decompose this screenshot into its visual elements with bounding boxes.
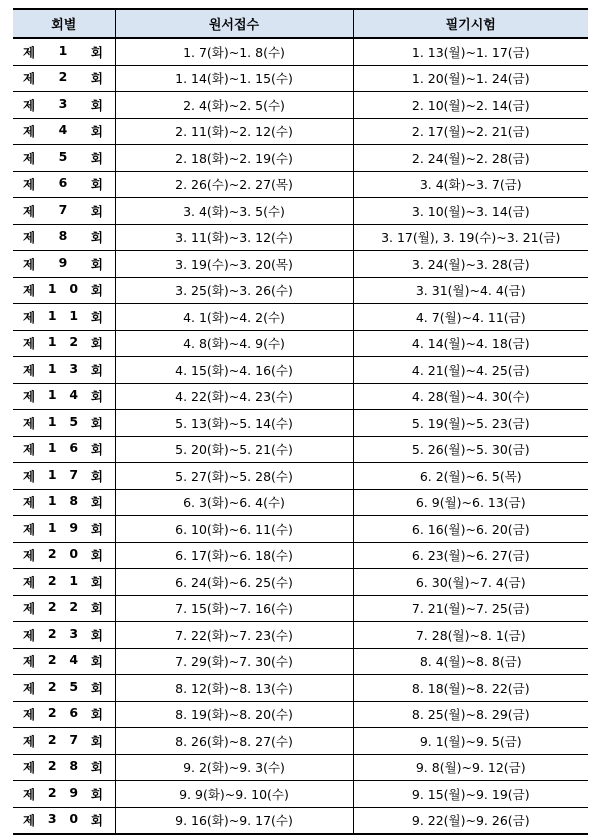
application-period-cell: 4. 8(화)~4. 9(수) <box>115 330 353 357</box>
round-cell <box>13 781 115 808</box>
round-cell <box>13 622 115 649</box>
table-row <box>13 595 588 622</box>
exam-period-cell: 3. 24(월)~3. 28(금) <box>353 251 588 278</box>
round-label: 제 8 회 <box>23 228 103 246</box>
round-cell <box>13 92 115 119</box>
table-row <box>13 622 588 649</box>
exam-period-cell: 3. 4(화)~3. 7(금) <box>353 171 588 198</box>
exam-period-cell: 4. 28(월)~4. 30(수) <box>353 383 588 410</box>
application-period-cell: 3. 25(화)~3. 26(수) <box>115 277 353 304</box>
exam-schedule-table <box>13 8 588 835</box>
table-row <box>13 304 588 331</box>
round-cell <box>13 198 115 225</box>
exam-period-cell: 9. 15(월)~9. 19(금) <box>353 781 588 808</box>
round-cell <box>13 304 115 331</box>
table-row <box>13 489 588 516</box>
round-label: 제 1 1 회 <box>23 307 103 325</box>
application-period-cell: 6. 10(화)~6. 11(수) <box>115 516 353 543</box>
table-row <box>13 410 588 437</box>
exam-period-cell: 6. 23(월)~6. 27(금) <box>353 542 588 569</box>
application-period-cell: 4. 22(화)~4. 23(수) <box>115 383 353 410</box>
application-period-cell: 8. 26(화)~8. 27(수) <box>115 728 353 755</box>
exam-period-cell: 6. 9(월)~6. 13(금) <box>353 489 588 516</box>
application-period-cell: 2. 4(화)~2. 5(수) <box>115 92 353 119</box>
table-row <box>13 251 588 278</box>
exam-period-cell: 8. 4(월)~8. 8(금) <box>353 648 588 675</box>
table-row <box>13 701 588 728</box>
application-period-cell: 3. 11(화)~3. 12(수) <box>115 224 353 251</box>
exam-period-cell: 6. 16(월)~6. 20(금) <box>353 516 588 543</box>
round-cell <box>13 118 115 145</box>
round-label: 제 1 7 회 <box>23 466 103 484</box>
round-label: 제 2 0 회 <box>23 546 103 564</box>
application-period-cell: 5. 27(화)~5. 28(수) <box>115 463 353 490</box>
round-label: 제 1 3 회 <box>23 360 103 378</box>
application-period-cell: 9. 9(화)~9. 10(수) <box>115 781 353 808</box>
table-row <box>13 65 588 92</box>
round-cell <box>13 728 115 755</box>
table-body <box>13 38 588 834</box>
application-period-cell: 4. 15(화)~4. 16(수) <box>115 357 353 384</box>
exam-period-cell: 4. 7(월)~4. 11(금) <box>353 304 588 331</box>
table-row <box>13 463 588 490</box>
round-cell <box>13 65 115 92</box>
round-cell <box>13 171 115 198</box>
exam-period-cell: 3. 10(월)~3. 14(금) <box>353 198 588 225</box>
round-cell <box>13 595 115 622</box>
application-period-cell: 9. 2(화)~9. 3(수) <box>115 754 353 781</box>
table-row <box>13 781 588 808</box>
round-cell <box>13 489 115 516</box>
round-cell <box>13 251 115 278</box>
round-label: 제 4 회 <box>23 122 103 140</box>
round-label: 제 2 8 회 <box>23 758 103 776</box>
table-row <box>13 277 588 304</box>
round-cell <box>13 357 115 384</box>
application-period-cell: 5. 13(화)~5. 14(수) <box>115 410 353 437</box>
exam-period-cell: 3. 17(월), 3. 19(수)~3. 21(금) <box>353 224 588 251</box>
application-period-cell: 8. 19(화)~8. 20(수) <box>115 701 353 728</box>
exam-period-cell: 4. 21(월)~4. 25(금) <box>353 357 588 384</box>
application-period-cell: 4. 1(화)~4. 2(수) <box>115 304 353 331</box>
round-cell <box>13 463 115 490</box>
round-label: 제 7 회 <box>23 201 103 219</box>
application-period-cell: 2. 18(화)~2. 19(수) <box>115 145 353 172</box>
round-label: 제 2 6 회 <box>23 705 103 723</box>
application-period-cell: 6. 3(화)~6. 4(수) <box>115 489 353 516</box>
table-row <box>13 516 588 543</box>
table-row <box>13 198 588 225</box>
exam-period-cell: 5. 26(월)~5. 30(금) <box>353 436 588 463</box>
round-cell <box>13 701 115 728</box>
round-label: 제 1 0 회 <box>23 281 103 299</box>
exam-period-cell: 8. 18(월)~8. 22(금) <box>353 675 588 702</box>
schedule-table-container <box>13 8 588 835</box>
round-label: 제 2 2 회 <box>23 599 103 617</box>
round-cell <box>13 410 115 437</box>
round-cell <box>13 145 115 172</box>
application-period-cell: 7. 22(화)~7. 23(수) <box>115 622 353 649</box>
application-period-cell: 3. 4(화)~3. 5(수) <box>115 198 353 225</box>
round-label: 제 2 3 회 <box>23 625 103 643</box>
round-label: 제 2 7 회 <box>23 731 103 749</box>
table-row <box>13 436 588 463</box>
exam-period-cell: 7. 21(월)~7. 25(금) <box>353 595 588 622</box>
exam-period-cell: 2. 10(월)~2. 14(금) <box>353 92 588 119</box>
table-row <box>13 38 588 65</box>
round-label: 제 2 9 회 <box>23 784 103 802</box>
application-period-cell: 5. 20(화)~5. 21(수) <box>115 436 353 463</box>
table-row <box>13 145 588 172</box>
round-label: 제 1 회 <box>23 42 103 60</box>
round-cell <box>13 383 115 410</box>
round-label: 제 1 4 회 <box>23 387 103 405</box>
header-application: 원서접수 <box>115 9 353 38</box>
round-cell <box>13 277 115 304</box>
round-label: 제 6 회 <box>23 175 103 193</box>
table-row <box>13 383 588 410</box>
table-row <box>13 330 588 357</box>
round-cell <box>13 330 115 357</box>
round-label: 제 1 9 회 <box>23 519 103 537</box>
table-row <box>13 92 588 119</box>
application-period-cell: 2. 26(수)~2. 27(목) <box>115 171 353 198</box>
round-label: 제 2 5 회 <box>23 678 103 696</box>
round-label: 제 9 회 <box>23 254 103 272</box>
application-period-cell: 6. 24(화)~6. 25(수) <box>115 569 353 596</box>
exam-period-cell: 4. 14(월)~4. 18(금) <box>353 330 588 357</box>
round-cell <box>13 516 115 543</box>
table-row <box>13 807 588 834</box>
exam-period-cell: 3. 31(월)~4. 4(금) <box>353 277 588 304</box>
round-cell <box>13 569 115 596</box>
round-label: 제 2 4 회 <box>23 652 103 670</box>
round-label: 제 1 8 회 <box>23 493 103 511</box>
round-label: 제 3 0 회 <box>23 811 103 829</box>
round-cell <box>13 675 115 702</box>
round-label: 제 5 회 <box>23 148 103 166</box>
round-cell <box>13 807 115 834</box>
table-row <box>13 171 588 198</box>
round-cell <box>13 754 115 781</box>
table-row <box>13 648 588 675</box>
exam-period-cell: 9. 22(월)~9. 26(금) <box>353 807 588 834</box>
round-label: 제 2 회 <box>23 69 103 87</box>
table-row <box>13 224 588 251</box>
round-label: 제 1 6 회 <box>23 440 103 458</box>
round-cell <box>13 436 115 463</box>
round-cell <box>13 648 115 675</box>
table-header-row <box>13 9 588 38</box>
header-round: 회별 <box>13 9 115 38</box>
exam-period-cell: 1. 20(월)~1. 24(금) <box>353 65 588 92</box>
exam-period-cell: 7. 28(월)~8. 1(금) <box>353 622 588 649</box>
application-period-cell: 1. 7(화)~1. 8(수) <box>115 38 353 65</box>
table-row <box>13 728 588 755</box>
round-label: 제 1 5 회 <box>23 413 103 431</box>
exam-period-cell: 1. 13(월)~1. 17(금) <box>353 38 588 65</box>
application-period-cell: 2. 11(화)~2. 12(수) <box>115 118 353 145</box>
round-label: 제 2 1 회 <box>23 572 103 590</box>
round-label: 제 1 2 회 <box>23 334 103 352</box>
exam-period-cell: 6. 30(월)~7. 4(금) <box>353 569 588 596</box>
table-row <box>13 675 588 702</box>
header-written-exam: 필기시험 <box>353 9 588 38</box>
exam-period-cell: 2. 24(월)~2. 28(금) <box>353 145 588 172</box>
application-period-cell: 1. 14(화)~1. 15(수) <box>115 65 353 92</box>
application-period-cell: 3. 19(수)~3. 20(목) <box>115 251 353 278</box>
round-cell <box>13 38 115 65</box>
table-row <box>13 118 588 145</box>
exam-period-cell: 9. 8(월)~9. 12(금) <box>353 754 588 781</box>
application-period-cell: 9. 16(화)~9. 17(수) <box>115 807 353 834</box>
application-period-cell: 8. 12(화)~8. 13(수) <box>115 675 353 702</box>
round-label: 제 3 회 <box>23 95 103 113</box>
round-cell <box>13 224 115 251</box>
table-row <box>13 357 588 384</box>
table-row <box>13 569 588 596</box>
table-row <box>13 542 588 569</box>
application-period-cell: 7. 29(화)~7. 30(수) <box>115 648 353 675</box>
exam-period-cell: 9. 1(월)~9. 5(금) <box>353 728 588 755</box>
round-cell <box>13 542 115 569</box>
exam-period-cell: 2. 17(월)~2. 21(금) <box>353 118 588 145</box>
application-period-cell: 7. 15(화)~7. 16(수) <box>115 595 353 622</box>
exam-period-cell: 5. 19(월)~5. 23(금) <box>353 410 588 437</box>
exam-period-cell: 8. 25(월)~8. 29(금) <box>353 701 588 728</box>
exam-period-cell: 6. 2(월)~6. 5(목) <box>353 463 588 490</box>
table-row <box>13 754 588 781</box>
application-period-cell: 6. 17(화)~6. 18(수) <box>115 542 353 569</box>
